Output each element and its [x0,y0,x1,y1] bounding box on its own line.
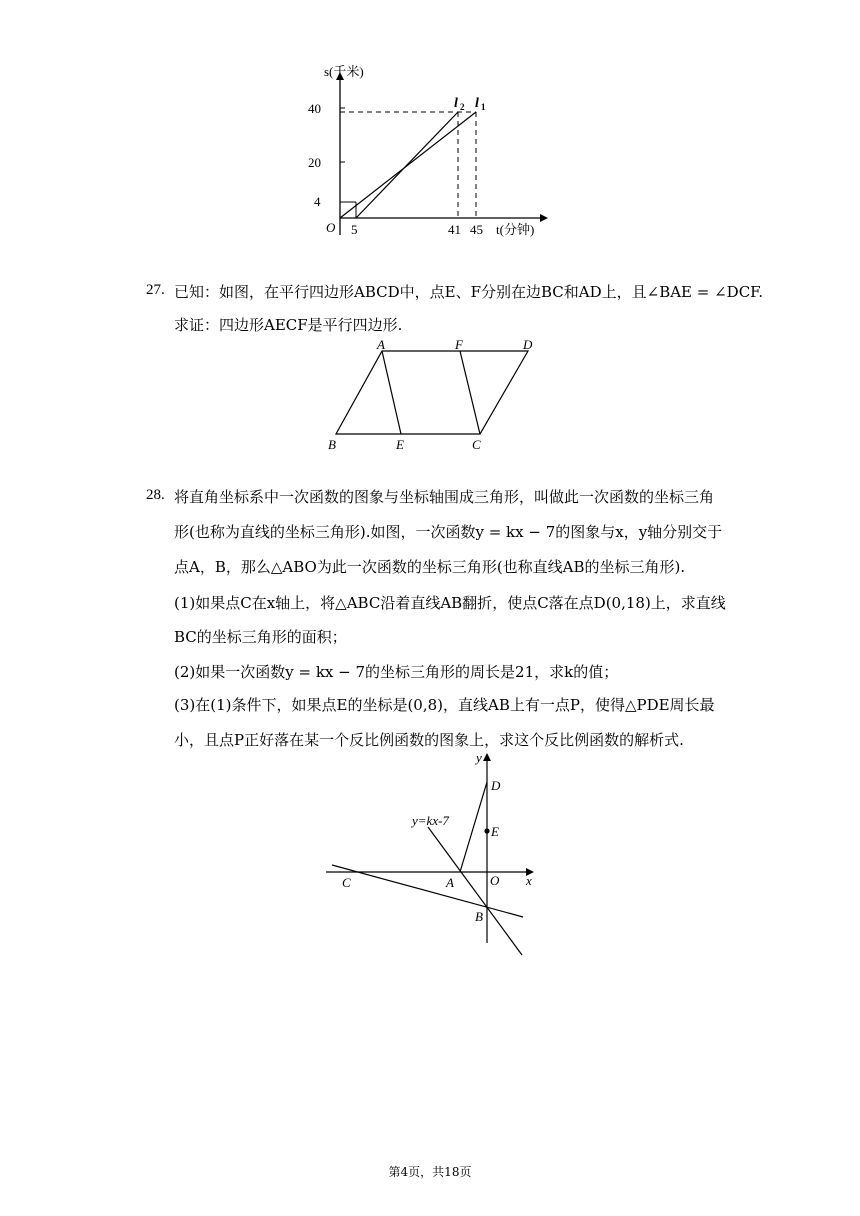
svg-text:C: C [472,437,481,452]
q27-line2: 求证：四边形AECF是平行四边形. [174,316,403,334]
coordinate-figure [320,745,550,960]
distance-time-graph [300,60,560,250]
q28-part1-line1: (1)如果点C在x轴上，将△ABC沿着直线AB翻折，使点C落在点D(0,18)上，求直线 [174,594,726,612]
svg-text:1: 1 [481,102,486,112]
q27-line1: 已知：如图，在平行四边形ABCD中，点E、F分别在边BC和AD上，且∠BAE = ∠DCF. [174,283,764,301]
svg-text:E: E [491,824,499,839]
q28-part1-line2: BC的坐标三角形的面积； [174,628,347,646]
svg-text:B: B [328,437,336,452]
parallelogram-figure [320,335,550,455]
svg-text:C: C [342,875,351,890]
svg-text:F: F [455,337,463,352]
svg-text:40: 40 [308,101,321,116]
q28-line2: 形(也称为直线的坐标三角形).如图，一次函数y = kx − 7的图象与x，y轴分别交于 [174,523,723,541]
svg-text:5: 5 [351,222,358,237]
svg-text:45: 45 [470,222,483,237]
q28-part3-line1: (3)在(1)条件下，如果点E的坐标是(0,8)，直线AB上有一点P，使得△PDE周长最 [174,696,715,714]
svg-text:x: x [526,873,532,888]
svg-text:O: O [326,220,336,235]
line-y-kx-7 [428,827,522,955]
svg-text:O: O [490,873,500,888]
svg-text:A: A [377,337,385,352]
svg-text:4: 4 [314,194,321,209]
x-axis-label: t(分钟) [496,222,535,237]
q28-number: 28. [146,487,165,503]
line-ad [460,782,487,872]
svg-text:E: E [396,437,404,452]
q28-part2: (2)如果一次函数y = kx − 7的坐标三角形的周长是21，求k的值； [174,663,619,681]
svg-text:l: l [454,96,458,111]
page-footer: 第4页，共18页 [388,1165,472,1179]
y-axis-label: s(千米) [324,64,364,79]
line-l2 [356,112,458,218]
svg-text:y=kx-7: y=kx-7 [412,813,449,828]
svg-text:l: l [475,96,479,111]
svg-text:D: D [523,337,533,352]
q27-number: 27. [146,282,165,298]
line-l1 [340,112,476,218]
q28-part3-line2: 小，且点P正好落在某一个反比例函数的图象上，求这个反比例函数的解析式. [174,731,684,749]
svg-text:20: 20 [308,155,321,170]
svg-text:D: D [491,778,501,793]
q28-line3: 点A，B，那么△ABO为此一次函数的坐标三角形(也称直线AB的坐标三角形). [174,558,686,576]
svg-text:2: 2 [460,102,465,112]
svg-text:41: 41 [448,222,461,237]
svg-text:B: B [475,909,483,924]
svg-text:y: y [476,750,482,765]
svg-text:A: A [446,875,454,890]
q28-line1: 将直角坐标系中一次函数的图象与坐标轴围成三角形，叫做此一次函数的坐标三角 [174,488,715,506]
